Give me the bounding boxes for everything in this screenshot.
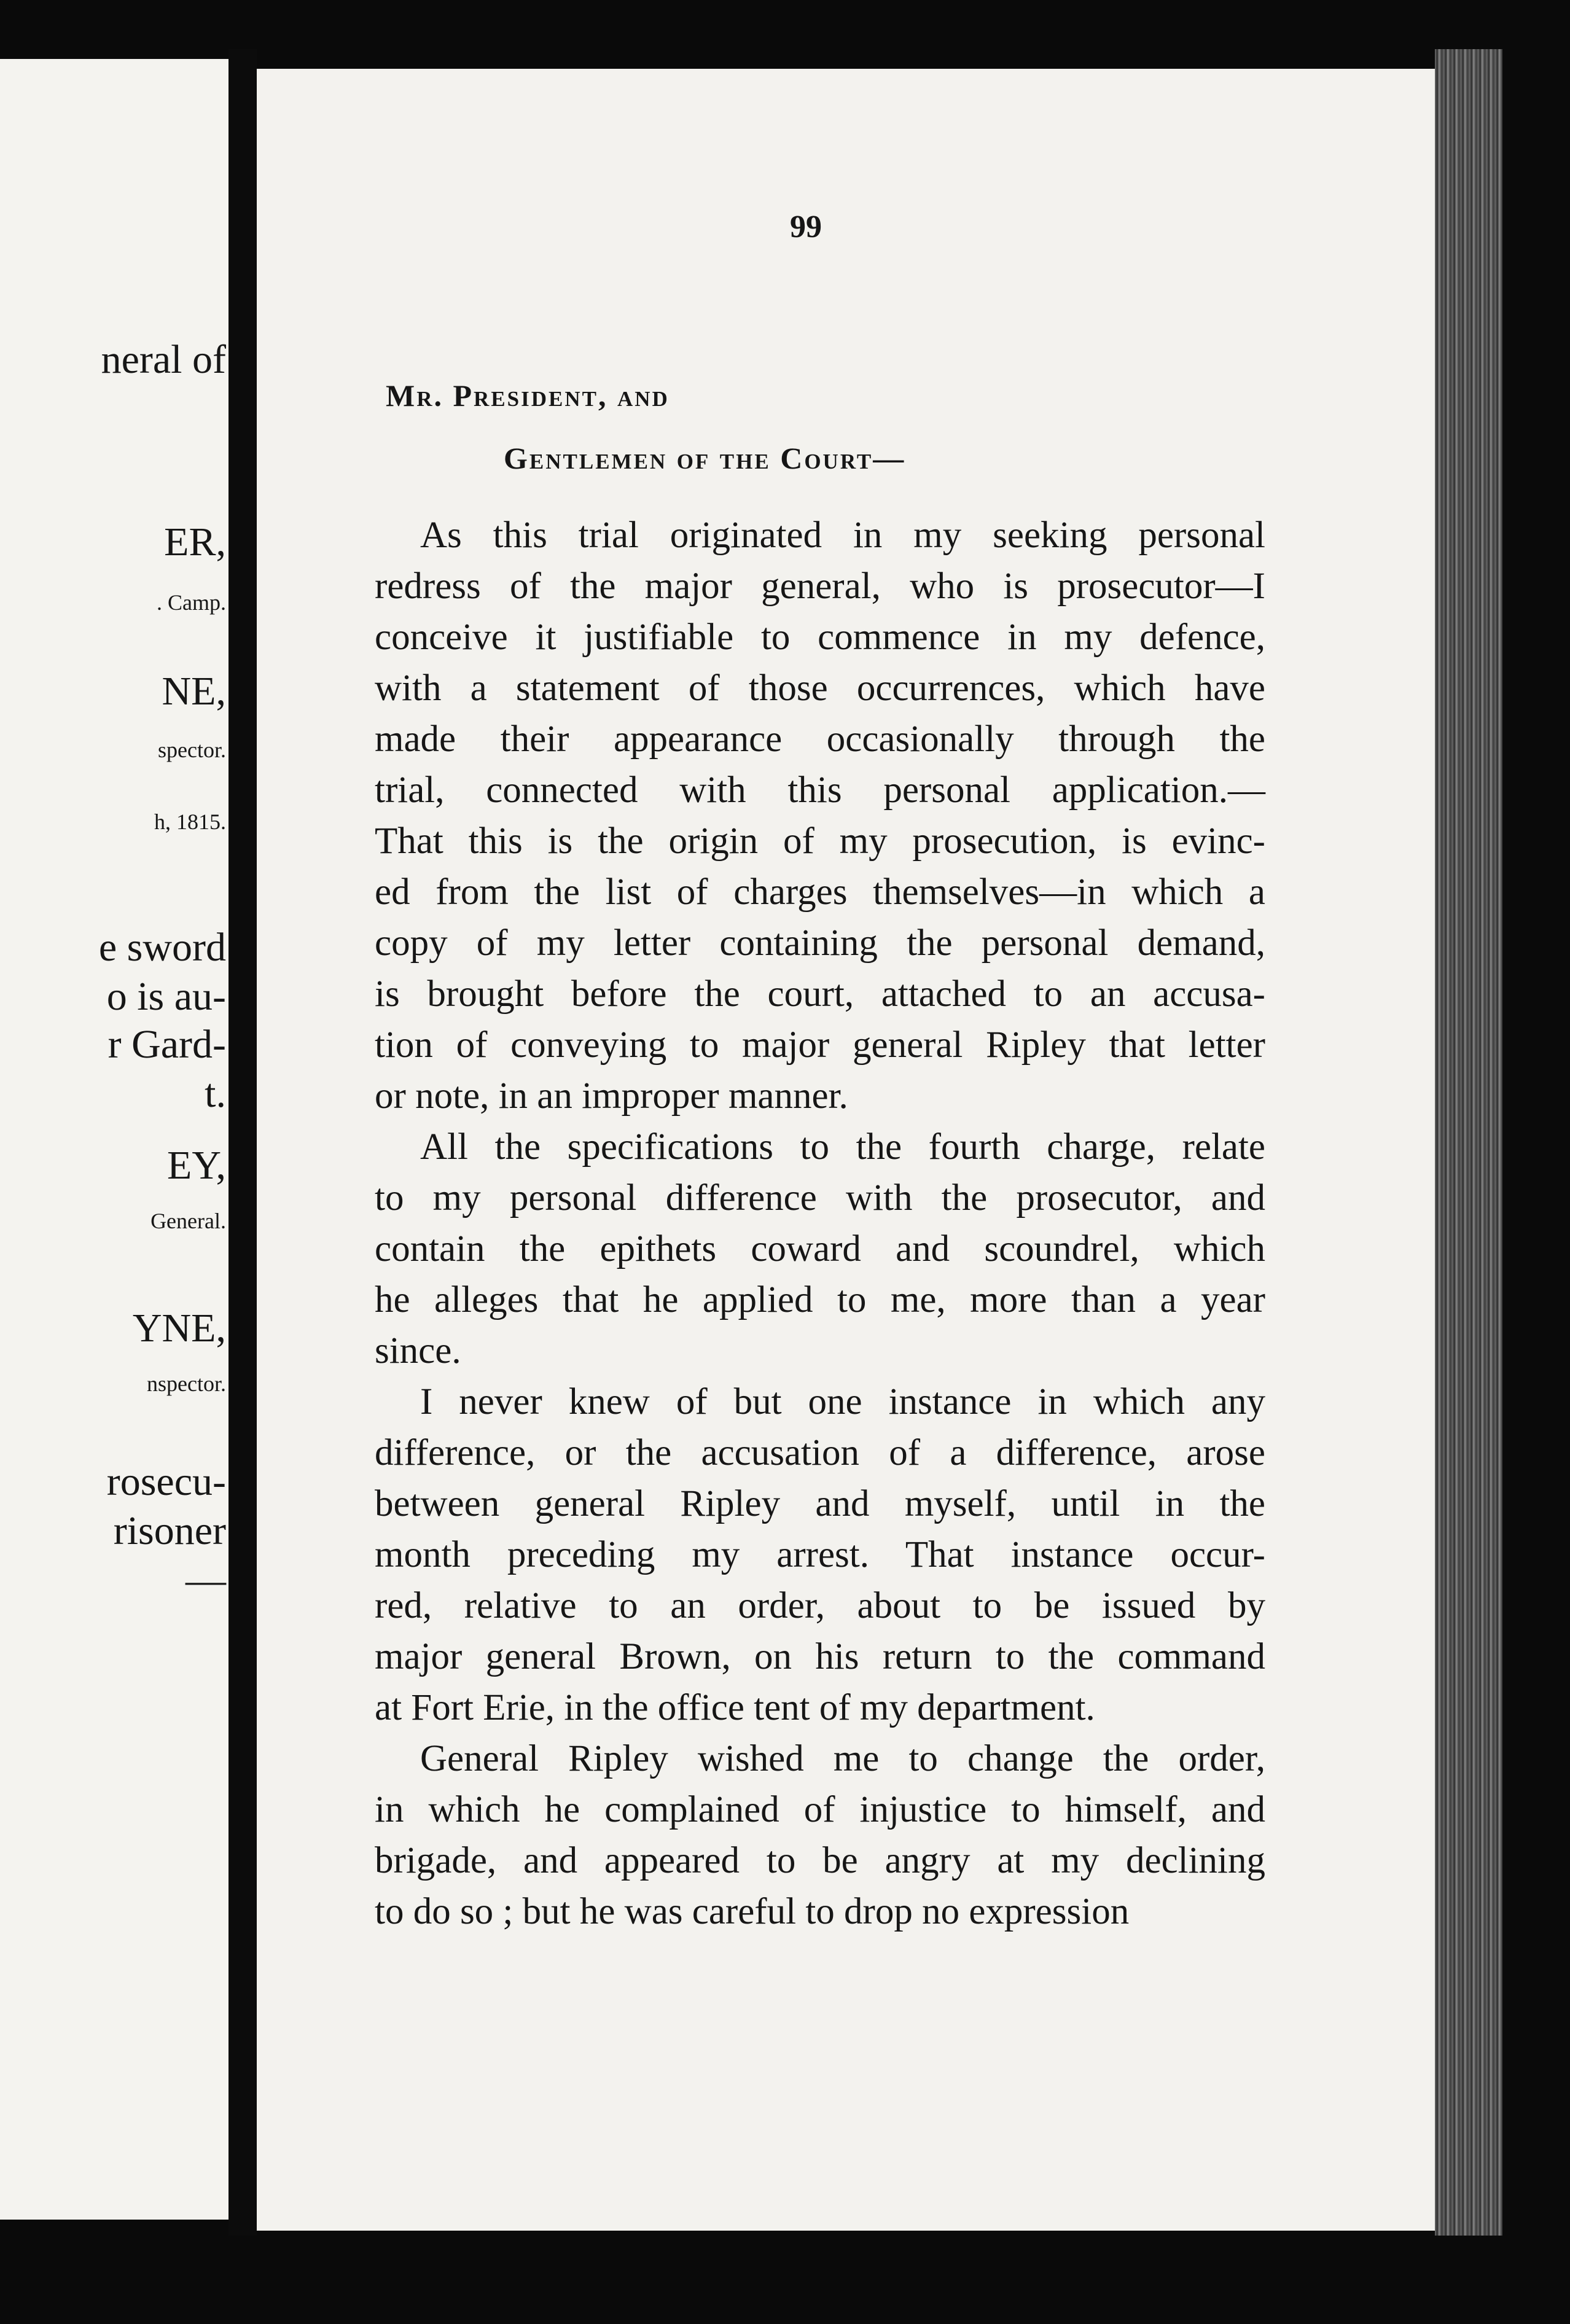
text-line: I never knew of but one instance in which any [420, 1381, 1265, 1422]
text-line: month preceding my arrest. That instance occur- [375, 1534, 1265, 1575]
text-line: between general Ripley and myself, until in the [375, 1483, 1265, 1524]
left-page-line: o is au- [106, 974, 226, 1019]
body-text [375, 510, 1265, 1937]
left-page-line: EY, [167, 1143, 226, 1188]
left-page-line: risoner [113, 1508, 226, 1553]
text-line: with a statement of those occurrences, which have [375, 668, 1265, 709]
text-line: difference, or the accusation of a difference, arose [375, 1432, 1265, 1473]
left-page-line: rosecu- [106, 1459, 226, 1504]
text-line: That this is the origin of my prosecution, is evinc- [375, 821, 1265, 862]
page-number: 99 [790, 209, 822, 244]
text-line: brigade, and appeared to be angry at my declining [375, 1840, 1265, 1881]
text-line: As this trial originated in my seeking personal [420, 515, 1265, 556]
left-page-line: . Camp. [157, 590, 226, 615]
page-edge [1435, 49, 1502, 2236]
text-line: or note, in an improper manner. [375, 1075, 848, 1117]
left-page-line: YNE, [132, 1306, 226, 1351]
left-page-line: ER, [164, 520, 226, 564]
text-line: to my personal difference with the prosecutor, and [375, 1177, 1265, 1219]
left-page-line: e sword [98, 925, 226, 970]
text-line: ed from the list of charges themselves—in which a [375, 872, 1265, 913]
book-gutter [228, 49, 257, 2236]
text-line: to do so ; but he was careful to drop no expression [375, 1891, 1130, 1932]
left-page-line: spector. [158, 738, 226, 762]
text-line: contain the epithets coward and scoundrel, which [375, 1228, 1265, 1269]
left-page-line: nspector. [147, 1371, 226, 1396]
left-page-line: NE, [162, 669, 226, 714]
text-line: since. [375, 1330, 461, 1371]
text-line: he alleges that he applied to me, more than a year [375, 1279, 1265, 1320]
left-page-line: General. [150, 1209, 226, 1233]
left-page-line: — [186, 1558, 226, 1602]
text-line: red, relative to an order, about to be issued by [375, 1585, 1265, 1626]
text-line: at Fort Erie, in the office tent of my department. [375, 1687, 1095, 1728]
text-line: conceive it justifiable to commence in my defence, [375, 617, 1265, 658]
text-line: in which he complained of injustice to himself, and [375, 1789, 1265, 1830]
text-line: trial, connected with this personal application.— [375, 770, 1265, 811]
salutation-line-1: Mr. President, and [386, 378, 670, 413]
left-page-line: t. [205, 1071, 226, 1116]
previous-page-fragment [0, 59, 228, 2220]
left-page-line: r Gard- [107, 1022, 226, 1067]
text-line: is brought before the court, attached to an accusa- [375, 973, 1265, 1015]
text-line: major general Brown, on his return to the command [375, 1636, 1265, 1677]
text-line: General Ripley wished me to change the order, [420, 1738, 1265, 1779]
left-page-line: h, 1815. [154, 809, 226, 834]
text-line: copy of my letter containing the personal demand, [375, 922, 1265, 964]
left-page-line: neral of [101, 337, 226, 382]
salutation-line-2: Gentlemen of the Court— [504, 441, 906, 475]
text-line: redress of the major general, who is prosecutor—I [375, 566, 1265, 607]
text-line: All the specifications to the fourth charge, relate [420, 1126, 1265, 1168]
text-line: made their appearance occasionally through the [375, 719, 1265, 760]
text-line: tion of conveying to major general Ripley that letter [375, 1024, 1265, 1066]
